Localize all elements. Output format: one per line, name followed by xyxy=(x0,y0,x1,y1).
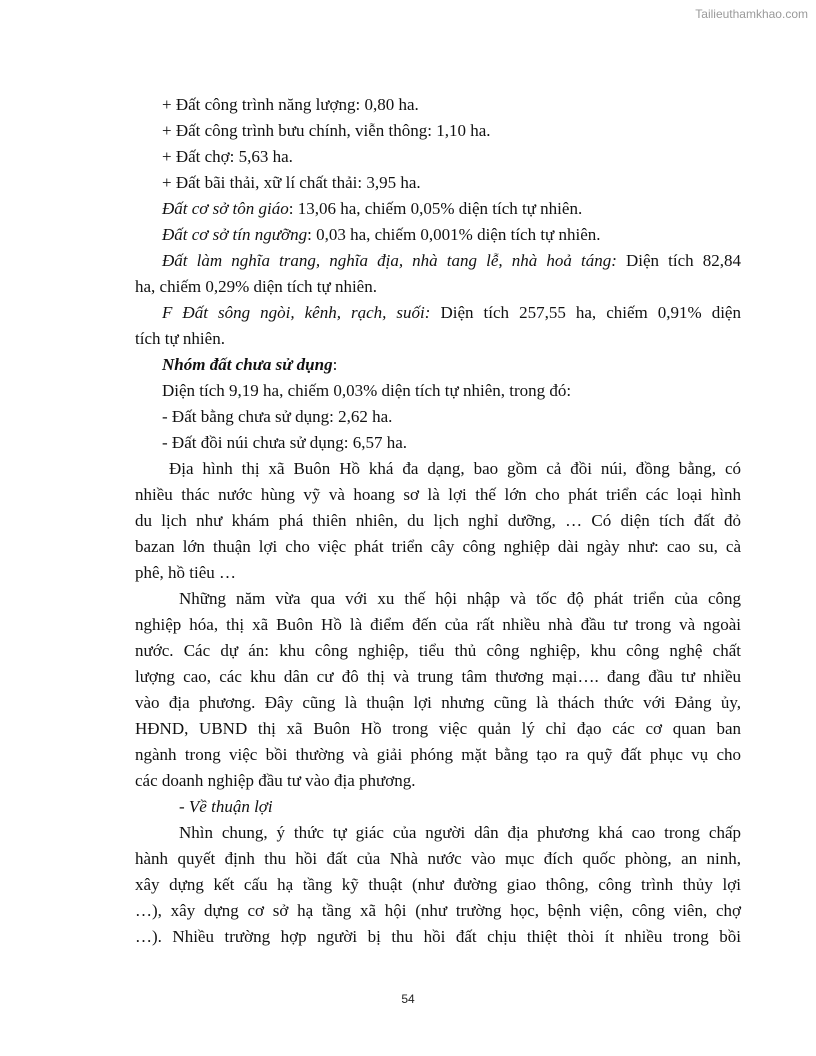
paragraph-line: Những năm vừa qua với xu thế hội nhập và tốc độ phát triển của công xyxy=(179,589,741,608)
paragraph-line: nhiều thác nước hùng vỹ và hoang sơ là lợi thế lớn cho phát triển các loại hình xyxy=(135,485,741,504)
land-item-rivers xyxy=(135,300,741,326)
list-item: + Đất chợ: 5,63 ha. xyxy=(162,147,293,166)
paragraph-line: …). Nhiều trường hợp người bị thu hồi đất chịu thiệt thòi ít nhiều trong bồi xyxy=(135,927,741,946)
paragraph-line: lượng cao, các khu dân cư đô thị và trung tâm thương mại…. đang đầu tư nhiều xyxy=(135,667,741,686)
paragraph-line: du lịch như khám phá thiên nhiên, du lịch nghỉ dưỡng, … Có diện tích đất đỏ xyxy=(135,511,741,530)
list-item: - Đất đồi núi chưa sử dụng: 6,57 ha. xyxy=(162,433,408,452)
paragraph-line: xây dựng kết cấu hạ tầng kỹ thuật (như đường giao thông, công trình thủy lợi xyxy=(135,875,741,894)
land-item-value: Diện tích 257,55 ha, chiếm 0,91% diện xyxy=(430,303,741,322)
paragraph-line: HĐND, UBND thị xã Buôn Hồ trong việc quản lý chỉ đạo các cơ quan ban xyxy=(135,719,741,738)
land-item-religious xyxy=(135,196,741,222)
paragraph-line: Địa hình thị xã Buôn Hồ khá đa dạng, bao gồm cả đồi núi, đồng bằng, có xyxy=(169,459,741,478)
paragraph-line: bazan lớn thuận lợi cho việc phát triển cây công nghiệp dài ngày như: cao su, cà xyxy=(135,537,741,556)
section-heading-colon: : xyxy=(332,355,338,374)
list-item: + Đất bãi thải, xữ lí chất thải: 3,95 ha. xyxy=(162,173,421,192)
paragraph-line: …), xây dựng cơ sở hạ tầng xã hội (như trường học, bệnh viện, công viên, chợ xyxy=(135,901,741,920)
section-heading-text: Nhóm đất chưa sử dụng xyxy=(162,355,333,374)
page-number: 54 xyxy=(401,992,415,1006)
paragraph-line: phê, hồ tiêu … xyxy=(135,563,237,582)
land-item-cemetery xyxy=(135,248,741,274)
page-body xyxy=(135,92,741,950)
subheading-advantages: - Về thuận lợi xyxy=(179,797,273,816)
paragraph-line: nghiệp hóa, thị xã Buôn Hồ là điểm đến của rất nhiều nhà đầu tư trong và ngoài xyxy=(135,615,741,634)
paragraph-advantages xyxy=(135,820,741,950)
list-item: + Đất công trình bưu chính, viễn thông: 1,10 ha. xyxy=(162,121,491,140)
land-item-label: Đất cơ sở tôn giáo xyxy=(162,199,289,218)
paragraph-line: hành quyết định thu hồi đất của Nhà nước vào mục đích quốc phòng, an ninh, xyxy=(135,849,741,868)
list-item: - Đất bằng chưa sử dụng: 2,62 ha. xyxy=(162,407,393,426)
land-item-rivers-cont: tích tự nhiên. xyxy=(135,329,225,348)
unused-land-summary: Diện tích 9,19 ha, chiếm 0,03% diện tích tự nhiên, trong đó: xyxy=(162,381,572,400)
paragraph-line: các doanh nghiệp đầu tư vào địa phương. xyxy=(135,771,416,790)
land-item-value: Diện tích 82,84 xyxy=(616,251,741,270)
land-item-belief xyxy=(135,222,741,248)
section-heading xyxy=(135,352,741,378)
paragraph-line: vào địa phương. Đây cũng là thuận lợi nhưng cũng là thách thức với Đảng ủy, xyxy=(135,693,741,712)
land-item-label: Đất làm nghĩa trang, nghĩa địa, nhà tang lễ, nhà hoả táng: xyxy=(162,251,617,270)
paragraph-line: nước. Các dự án: khu công nghiệp, tiểu thủ công nghiệp, khu công nghệ chất xyxy=(135,641,741,660)
watermark: Tailieuthamkhao.com xyxy=(695,7,808,21)
paragraph-line: Nhìn chung, ý thức tự giác của người dân địa phương khá cao trong chấp xyxy=(179,823,741,842)
land-item-value: : 0,03 ha, chiếm 0,001% diện tích tự nhiên. xyxy=(307,225,601,244)
paragraph-line: ngành trong việc bồi thường và giải phóng mặt bằng tạo ra quỹ đất phục vụ cho xyxy=(135,745,741,764)
land-item-cemetery-cont: ha, chiếm 0,29% diện tích tự nhiên. xyxy=(135,277,377,296)
land-item-label: Đất cơ sở tín ngưỡng xyxy=(162,225,308,244)
land-item-label: F Đất sông ngòi, kênh, rạch, suối: xyxy=(162,303,431,322)
paragraph-investment xyxy=(135,586,741,794)
list-item: + Đất công trình năng lượng: 0,80 ha. xyxy=(162,95,419,114)
paragraph-terrain xyxy=(135,456,741,586)
land-item-value: : 13,06 ha, chiếm 0,05% diện tích tự nhiên. xyxy=(288,199,583,218)
